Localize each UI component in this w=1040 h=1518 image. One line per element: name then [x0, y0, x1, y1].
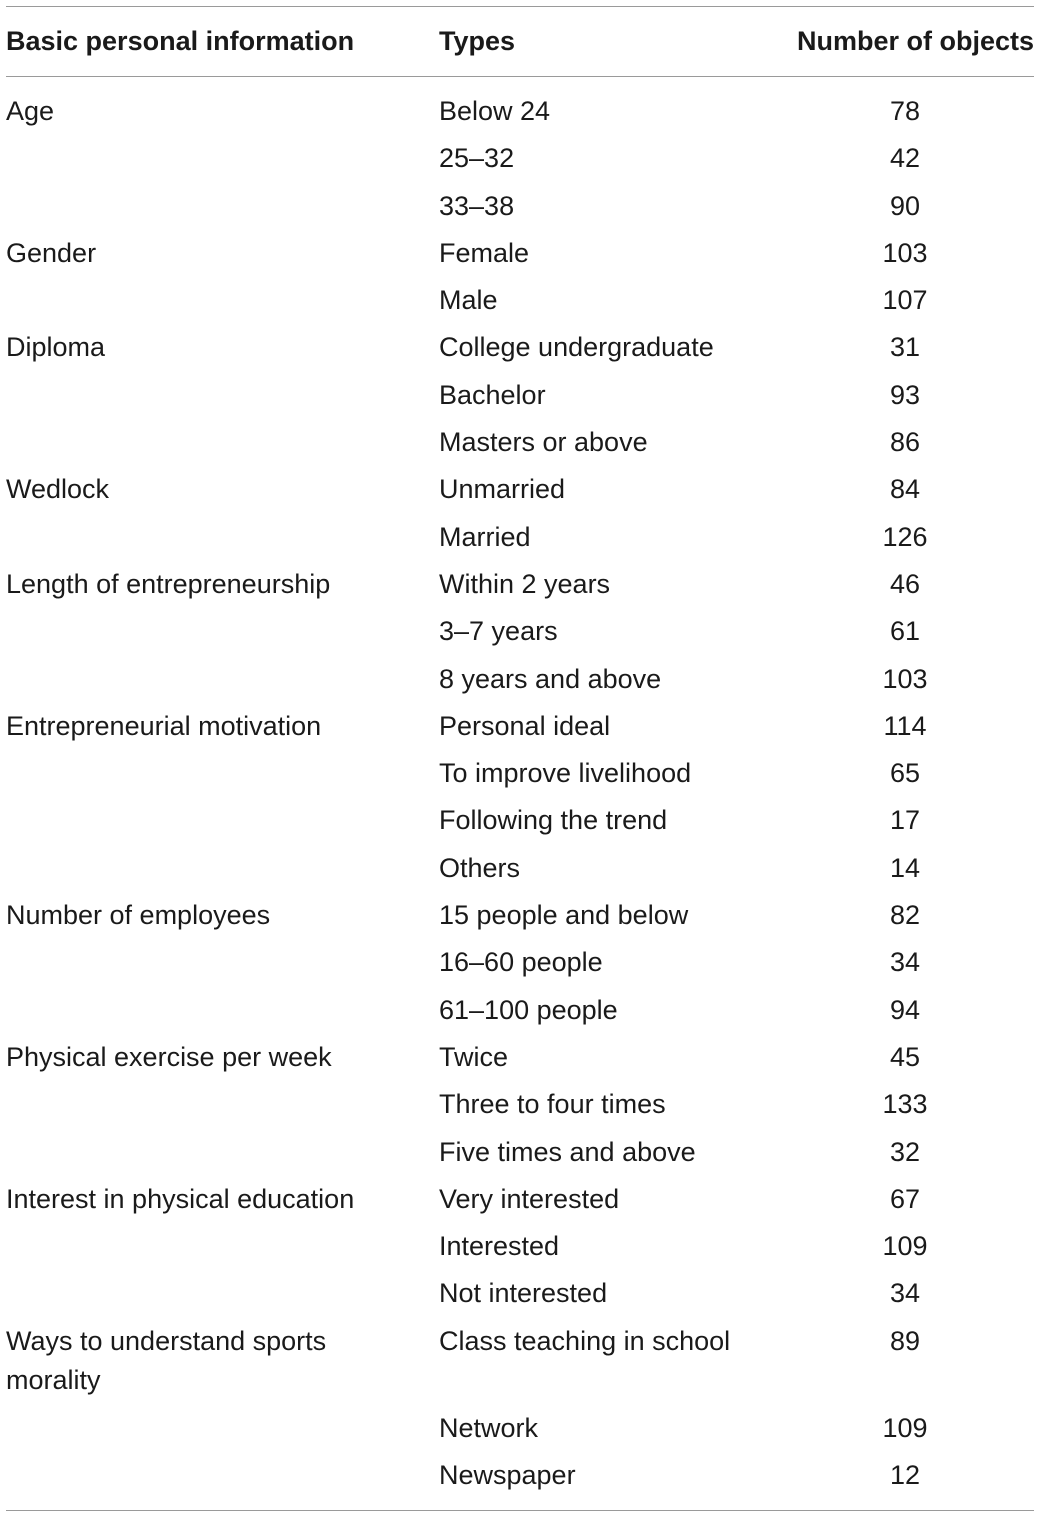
- cell-count: 17: [889, 805, 921, 836]
- cell-category: Number of employees: [6, 900, 271, 931]
- cell-count: 126: [882, 521, 928, 552]
- table-row: [0, 939, 1040, 986]
- header-count: Number of objects: [796, 26, 1034, 56]
- cell-count: 84: [889, 474, 921, 505]
- table-row: [0, 845, 1040, 892]
- table-header-row: [0, 6, 1040, 76]
- table-row: [0, 1318, 1040, 1405]
- cell-count: 45: [889, 1041, 921, 1072]
- cell-count: 82: [889, 900, 921, 931]
- cell-type: 25–32: [439, 143, 515, 174]
- table-row: [0, 1176, 1040, 1223]
- table-row: [0, 514, 1040, 561]
- cell-type: Female: [439, 237, 530, 268]
- cell-type: Class teaching in school: [439, 1325, 731, 1356]
- cell-type: 61–100 people: [439, 994, 618, 1025]
- cell-type: Twice: [439, 1041, 509, 1072]
- cell-count: 61: [889, 616, 921, 647]
- cell-count: 133: [882, 1089, 928, 1120]
- table-row: [0, 1405, 1040, 1452]
- cell-count: 109: [882, 1412, 928, 1443]
- cell-type: Following the trend: [439, 805, 668, 836]
- cell-count: 103: [882, 237, 928, 268]
- table-row: [0, 750, 1040, 797]
- table-row: [0, 608, 1040, 655]
- cell-category: Physical exercise per week: [6, 1041, 332, 1072]
- table-row: [0, 1034, 1040, 1081]
- cell-count: 109: [882, 1231, 928, 1262]
- table-row: [0, 135, 1040, 182]
- cell-count: 93: [889, 379, 921, 410]
- cell-count: 14: [889, 852, 921, 883]
- cell-type: Within 2 years: [439, 568, 611, 599]
- table-header-rule: [6, 76, 1034, 77]
- cell-count: 65: [889, 758, 921, 789]
- cell-count: 31: [889, 332, 921, 363]
- table-row: [0, 230, 1040, 277]
- cell-type: Bachelor: [439, 379, 546, 410]
- cell-count: 86: [889, 427, 921, 458]
- cell-category: Entrepreneurial motivation: [6, 710, 322, 741]
- cell-category: Age: [6, 96, 55, 126]
- cell-type: Personal ideal: [439, 710, 611, 741]
- cell-count: 78: [889, 96, 921, 126]
- table-row: [0, 1223, 1040, 1270]
- cell-type: 15 people and below: [439, 900, 689, 931]
- table-bottom-rule: [6, 1510, 1034, 1511]
- table-row: [0, 797, 1040, 844]
- cell-type: To improve livelihood: [439, 758, 692, 789]
- cell-type: Male: [439, 285, 498, 316]
- table-row: [0, 987, 1040, 1034]
- table-row: [0, 324, 1040, 371]
- cell-count: 114: [883, 710, 927, 741]
- cell-type: Network: [439, 1412, 539, 1443]
- cell-type: Newspaper: [439, 1460, 576, 1491]
- table-row: [0, 1452, 1040, 1499]
- cell-type: Masters or above: [439, 427, 648, 458]
- cell-category: Wedlock: [6, 474, 110, 505]
- cell-count: 34: [889, 1278, 921, 1309]
- cell-type: Below 24: [439, 96, 551, 126]
- cell-type: 8 years and above: [439, 663, 662, 694]
- cell-type: 33–38: [439, 190, 515, 221]
- cell-count: 67: [889, 1183, 921, 1214]
- cell-type: Three to four times: [439, 1089, 666, 1120]
- cell-category: Diploma: [6, 332, 106, 363]
- cell-count: 90: [889, 190, 921, 221]
- cell-category: Interest in physical education: [6, 1183, 355, 1214]
- cell-count: 32: [889, 1136, 921, 1167]
- table-row: [0, 466, 1040, 513]
- cell-category: Gender: [6, 237, 97, 268]
- cell-type: Five times and above: [439, 1136, 696, 1167]
- cell-count: 103: [882, 663, 928, 694]
- table-row: [0, 1129, 1040, 1176]
- cell-category: Length of entrepreneurship: [6, 568, 331, 599]
- cell-count: 107: [882, 285, 928, 316]
- table-row: [0, 183, 1040, 230]
- cell-type: Married: [439, 521, 531, 552]
- cell-category: Ways to understand sports morality: [6, 1325, 327, 1395]
- table-row: [0, 1081, 1040, 1128]
- cell-type: 3–7 years: [439, 616, 558, 647]
- table-body: [0, 88, 1040, 1499]
- cell-type: Not interested: [439, 1278, 608, 1309]
- table-row: [0, 561, 1040, 608]
- cell-count: 12: [889, 1460, 921, 1491]
- cell-type: Others: [439, 852, 521, 883]
- table-row: [0, 277, 1040, 324]
- cell-count: 46: [889, 568, 921, 599]
- cell-type: Interested: [439, 1231, 560, 1262]
- cell-type: College undergraduate: [439, 332, 714, 363]
- table-row: [0, 1270, 1040, 1317]
- table-row: [0, 656, 1040, 703]
- table-row: [0, 703, 1040, 750]
- table-row: [0, 372, 1040, 419]
- cell-count: 34: [889, 947, 921, 978]
- cell-type: 16–60 people: [439, 947, 603, 978]
- header-types: Types: [439, 26, 516, 56]
- cell-count: 94: [889, 994, 921, 1025]
- table-row: [0, 88, 1040, 135]
- cell-count: 89: [889, 1325, 921, 1356]
- cell-count: 42: [889, 143, 921, 174]
- header-category: Basic personal information: [6, 26, 355, 56]
- table-row: [0, 419, 1040, 466]
- cell-type: Very interested: [439, 1183, 620, 1214]
- table-row: [0, 892, 1040, 939]
- cell-type: Unmarried: [439, 474, 566, 505]
